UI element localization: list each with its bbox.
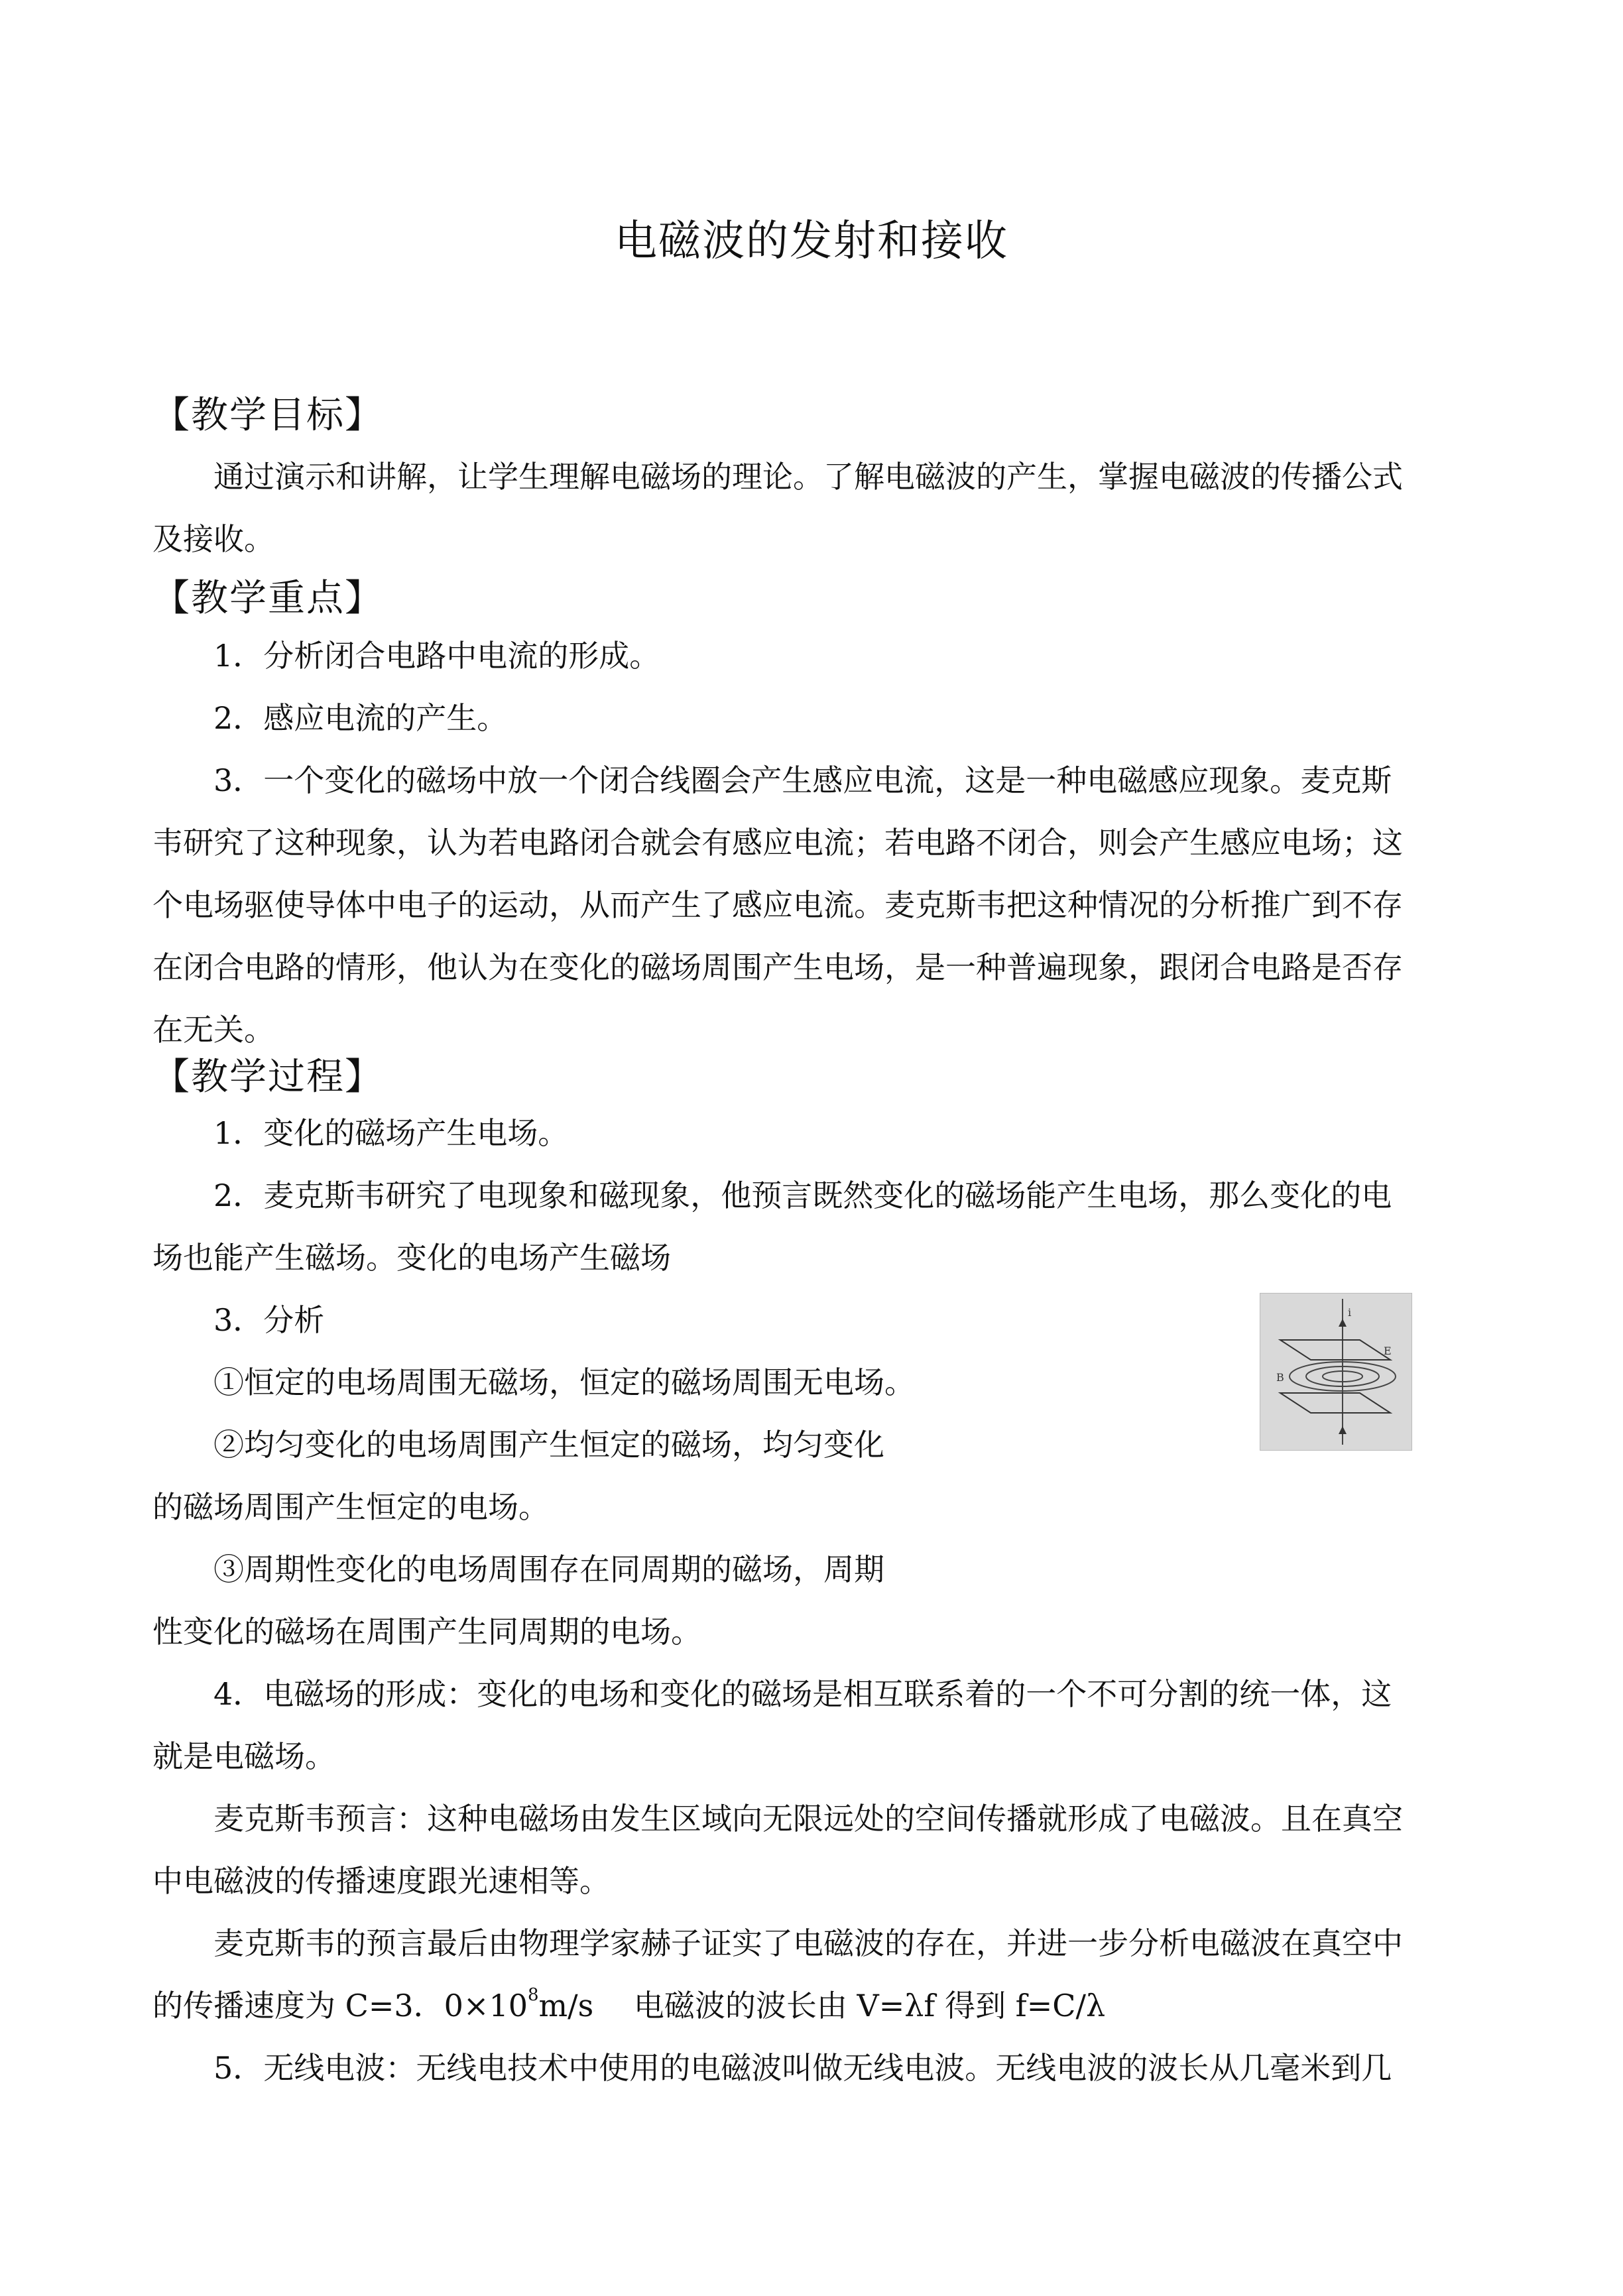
- figure-label-e: E: [1384, 1345, 1392, 1357]
- key-points-list: [152, 625, 1465, 1061]
- formula-exponent: 8: [527, 1985, 539, 2005]
- em-field-diagram: [1260, 1294, 1412, 1450]
- list-item: 2．感应电流的产生。: [213, 700, 508, 736]
- em-field-figure: [1260, 1293, 1412, 1451]
- list-item: 4．电磁场的形成：变化的电场和变化的磁场是相互联系着的一个不可分割的统一体，这: [213, 1676, 1392, 1712]
- formula-text: m/s 电磁波的波长由 V=λf 得到 f=C/λ: [538, 1988, 1106, 2024]
- list-item: 3．一个变化的磁场中放一个闭合线圈会产生感应电流，这是一种电磁感应现象。麦克斯: [213, 762, 1392, 798]
- text-line: 麦克斯韦的预言最后由物理学家赫子证实了电磁波的存在，并进一步分析电磁波在真空中: [213, 1925, 1403, 1961]
- list-item: ②均匀变化的电场周围产生恒定的磁场，均匀变化: [213, 1427, 884, 1463]
- section-heading-goals: 【教学目标】: [152, 394, 383, 437]
- text-line: 个电场驱使导体中电子的运动，从而产生了感应电流。麦克斯韦把这种情况的分析推广到不存: [152, 887, 1403, 923]
- section-heading-process: 【教学过程】: [152, 1056, 383, 1099]
- process-list: [152, 1102, 1465, 2099]
- list-item: 3．分析: [213, 1302, 325, 1338]
- figure-label-i: i: [1348, 1306, 1352, 1319]
- text-line: 的磁场周围产生恒定的电场。: [152, 1489, 549, 1525]
- list-item: 2．麦克斯韦研究了电现象和磁现象，他预言既然变化的磁场能产生电场，那么变化的电: [213, 1178, 1392, 1213]
- text-line: 中电磁波的传播速度跟光速相等。: [152, 1863, 610, 1899]
- text-line: 在闭合电路的情形，他认为在变化的磁场周围产生电场，是一种普遍现象，跟闭合电路是否存: [152, 949, 1403, 985]
- list-item: 5．无线电波：无线电技术中使用的电磁波叫做无线电波。无线电波的波长从几毫米到几: [213, 2050, 1392, 2086]
- text-line: 在无关。: [152, 1012, 274, 1048]
- list-item: 1．分析闭合电路中电流的形成。: [213, 638, 660, 674]
- text-line: 场也能产生磁场。变化的电场产生磁场: [152, 1240, 671, 1276]
- goals-paragraph: [152, 446, 1465, 570]
- figure-label-b: B: [1276, 1371, 1284, 1384]
- page-title: 电磁波的发射和接收: [615, 217, 1008, 266]
- formula-text: 的传播速度为 C=3．0×10: [152, 1988, 528, 2024]
- list-item: ①恒定的电场周围无磁场，恒定的磁场周围无电场。: [213, 1364, 915, 1400]
- list-item: 1．变化的磁场产生电场。: [213, 1115, 569, 1151]
- text-line: 通过演示和讲解，让学生理解电磁场的理论。了解电磁波的产生，掌握电磁波的传播公式: [213, 459, 1403, 495]
- list-item: ③周期性变化的电场周围存在同周期的磁场，周期: [213, 1551, 884, 1587]
- section-heading-key-points: 【教学重点】: [152, 577, 383, 620]
- text-line: 及接收。: [152, 521, 274, 557]
- formula-line: [152, 1974, 1465, 2037]
- text-line: 就是电磁场。: [152, 1738, 335, 1774]
- text-line: 韦研究了这种现象，认为若电路闭合就会有感应电流；若电路不闭合，则会产生感应电场；这: [152, 825, 1403, 861]
- text-line: 性变化的磁场在周围产生同周期的电场。: [152, 1614, 701, 1650]
- text-line: 麦克斯韦预言：这种电磁场由发生区域向无限远处的空间传播就形成了电磁波。且在真空: [213, 1801, 1403, 1837]
